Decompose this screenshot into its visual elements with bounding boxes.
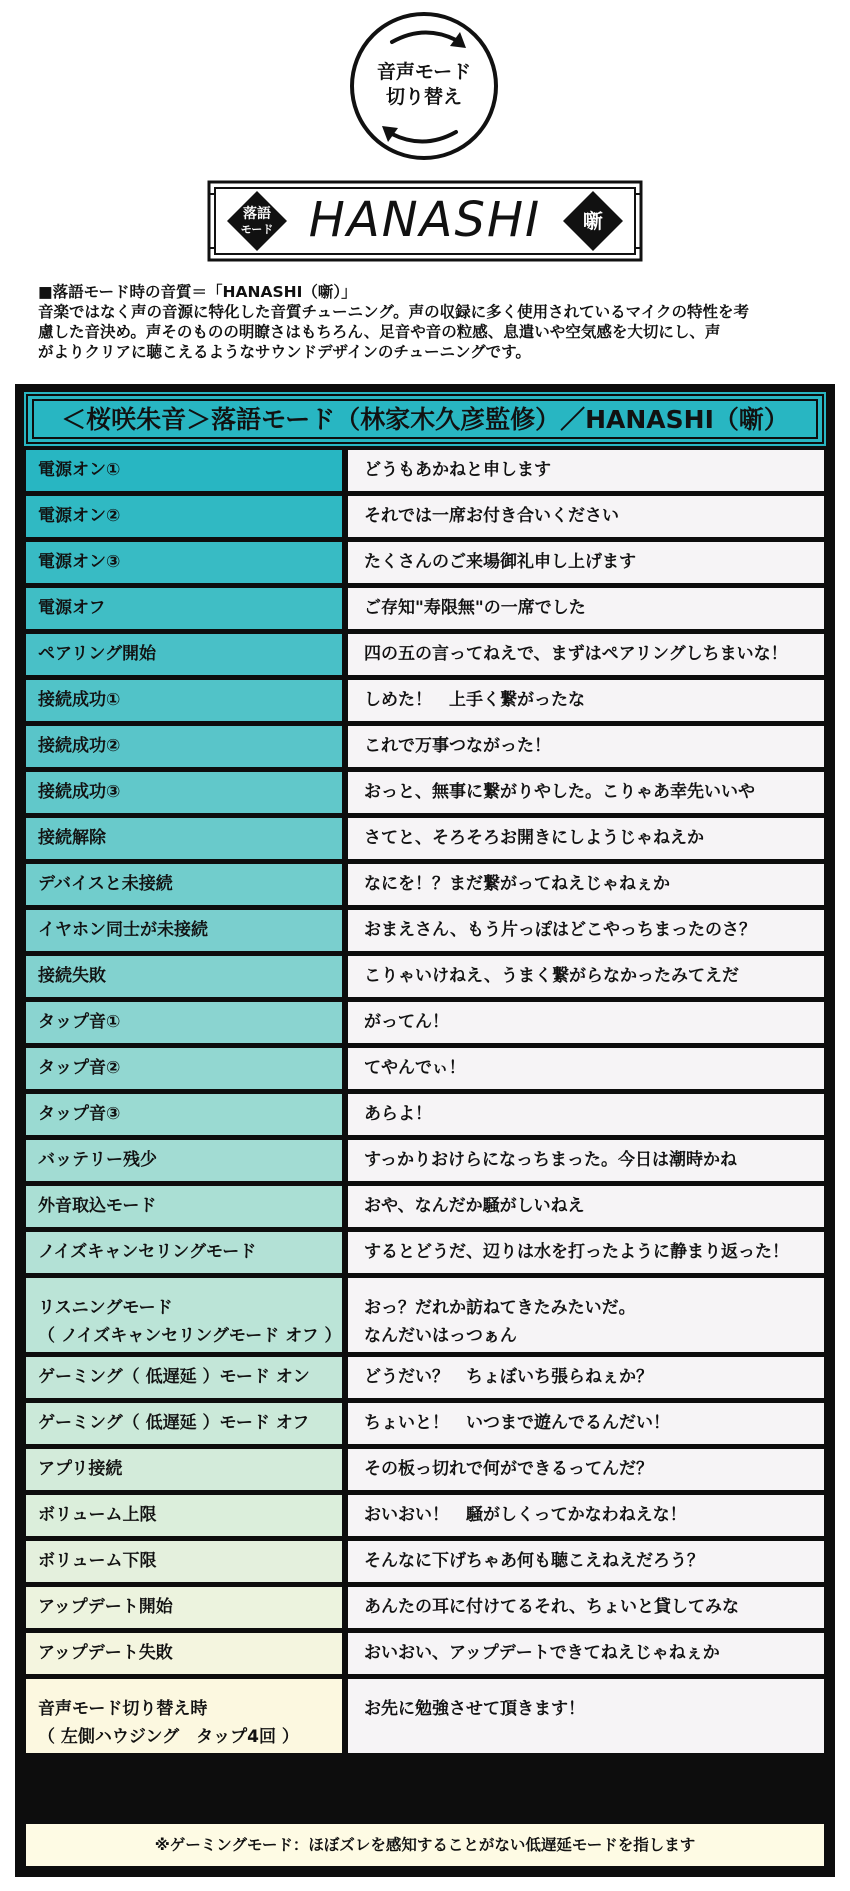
rakugo-badge-line1: 落語 [243, 206, 271, 222]
event-label: イヤホン同士が未接続 [38, 920, 208, 940]
event-label: タップ音① [38, 1012, 121, 1032]
event-label: アプリ接続 [38, 1459, 123, 1479]
table-row [26, 680, 824, 721]
voice-line-text: おいおい！ 騒がしくってかなわねえな！ [364, 1505, 687, 1525]
event-label: タップ音② [38, 1058, 121, 1078]
table-row [26, 1679, 824, 1753]
voice-line-text: なんだいはっつぁん [364, 1326, 517, 1346]
rakugo-mode-badge [227, 191, 287, 251]
event-label-cell [26, 772, 342, 813]
event-label: アップデート失敗 [38, 1643, 173, 1663]
voice-line-text: お先に勉強させて頂きます！ [364, 1699, 585, 1719]
voice-line-text: おっ？だれか訪ねてきたみたいだ。 [364, 1298, 636, 1318]
event-label: 電源オン① [38, 460, 121, 480]
voice-line-text: これで万事つながった！ [364, 736, 551, 756]
table-row [26, 1278, 824, 1352]
event-label-cell [26, 1495, 342, 1536]
description-line: がよりクリアに聴こえるようなサウンドデザインのチューニングです。 [38, 343, 531, 361]
event-label: ゲーミング（ 低遅延 ）モード オフ [38, 1413, 310, 1433]
event-label: 外音取込モード [38, 1196, 157, 1216]
event-label: デバイスと未接続 [38, 874, 173, 894]
voice-line-cell [348, 1633, 824, 1674]
voice-line-text: なにを！？まだ繋がってねえじゃねぇか [364, 874, 670, 894]
table-row [26, 1357, 824, 1398]
event-label-cell [26, 1679, 342, 1753]
event-label: 音声モード切り替え時 [38, 1699, 208, 1719]
event-label-cell [26, 910, 342, 951]
table-row [26, 1002, 824, 1043]
voice-line-text: おや、なんだか騒がしいねえ [364, 1196, 585, 1216]
hanashi-badge-text: 噺 [583, 209, 603, 233]
table-row [26, 634, 824, 675]
voice-line-cell [348, 1094, 824, 1135]
event-label-cell [26, 1587, 342, 1628]
voice-line-text: ご存知"寿限無"の一席でした [364, 598, 586, 618]
voice-line-text: ちょいと！ いつまで遊んでるんだい！ [364, 1413, 670, 1433]
table-row [26, 1495, 824, 1536]
event-label-cell [26, 1449, 342, 1490]
voice-line-text: どうもあかねと申します [364, 460, 551, 480]
table-row [26, 1403, 824, 1444]
banner-title: HANASHI [308, 192, 542, 248]
table-row [26, 864, 824, 905]
event-label-cell [26, 542, 342, 583]
event-label-cell [26, 956, 342, 997]
voice-line-text: その板っ切れで何ができるってんだ？ [364, 1459, 653, 1479]
voice-line-cell [348, 1587, 824, 1628]
event-label-cell [26, 726, 342, 767]
table-row [26, 450, 824, 491]
voice-line-cell [348, 1140, 824, 1181]
voice-line-text: それでは一席お付き合いください [364, 506, 619, 526]
event-label-cell [26, 1403, 342, 1444]
event-label-cell [26, 1002, 342, 1043]
event-label-cell [26, 1186, 342, 1227]
table-row [26, 1633, 824, 1674]
event-label: 電源オン③ [38, 552, 121, 572]
sound-quality-description [38, 282, 818, 362]
table-row [26, 772, 824, 813]
table-row [26, 818, 824, 859]
event-label-cell [26, 588, 342, 629]
event-label-cell [26, 496, 342, 537]
event-label: 接続成功② [38, 736, 121, 756]
hanashi-badge [563, 191, 623, 251]
voice-line-cell [348, 588, 824, 629]
event-label-cell [26, 1048, 342, 1089]
event-label-cell [26, 864, 342, 905]
voice-line-cell [348, 496, 824, 537]
table-row [26, 542, 824, 583]
event-label: 接続解除 [38, 828, 106, 848]
event-label: 電源オフ [38, 598, 106, 618]
table-row [26, 1449, 824, 1490]
table-row [26, 1232, 824, 1273]
voice-line-cell [348, 1048, 824, 1089]
voice-line-cell [348, 1232, 824, 1273]
event-label-cell [26, 1140, 342, 1181]
mode-switch-label [354, 60, 494, 110]
voice-line-cell [348, 772, 824, 813]
table-header-title: ＜桜咲朱音＞落語モード（林家木久彦監修）／HANASHI（噺） [32, 399, 818, 439]
voice-line-cell [348, 864, 824, 905]
voice-line-text: あらよ！ [364, 1104, 432, 1124]
table-row [26, 1186, 824, 1227]
table-row [26, 726, 824, 767]
table-row [26, 1094, 824, 1135]
voice-line-cell [348, 1541, 824, 1582]
voice-line-cell [348, 1002, 824, 1043]
voice-line-cell [348, 910, 824, 951]
voice-line-text: おまえさん、もう片っぽはどこやっちまったのさ？ [364, 920, 757, 940]
mode-switch-line2: 切り替え [385, 86, 462, 108]
event-label: （ 左側ハウジング タップ4回 ） [38, 1727, 299, 1747]
table-row [26, 1587, 824, 1628]
voice-line-cell [348, 1278, 824, 1352]
event-label: ボリューム上限 [38, 1505, 157, 1525]
voice-line-cell [348, 1186, 824, 1227]
table-row [26, 1541, 824, 1582]
voice-line-cell [348, 726, 824, 767]
voice-line-text: さてと、そろそろお開きにしようじゃねえか [364, 828, 704, 848]
voice-lines-table [15, 384, 835, 1877]
event-label: ボリューム下限 [38, 1551, 157, 1571]
description-heading: ■落語モード時の音質＝「HANASHI（噺）」 [38, 283, 357, 301]
event-label-cell [26, 1357, 342, 1398]
event-label: 電源オン② [38, 506, 121, 526]
event-label-cell [26, 1541, 342, 1582]
event-label: リスニングモード [38, 1298, 173, 1318]
table-row [26, 496, 824, 537]
voice-line-cell [348, 818, 824, 859]
voice-line-text: おっと、無事に繋がりやした。こりゃあ幸先いいや [364, 782, 755, 802]
voice-line-text: がってん！ [364, 1012, 449, 1032]
event-label-cell [26, 634, 342, 675]
rakugo-badge-line2: モード [240, 223, 274, 236]
mode-switch-emblem [350, 12, 498, 160]
voice-line-text: どうだい？ ちょぼいち張らねぇか？ [364, 1367, 653, 1387]
mode-switch-line1: 音声モード [376, 61, 472, 83]
mode-banner [207, 180, 643, 262]
voice-line-text: そんなに下げちゃあ何も聴こえねえだろう？ [364, 1551, 704, 1571]
event-label-cell [26, 680, 342, 721]
voice-line-text: てやんでぃ！ [364, 1058, 466, 1078]
event-label: ペアリング開始 [38, 644, 156, 664]
table-row [26, 1140, 824, 1181]
description-line: 音楽ではなく声の音源に特化した音質チューニング。声の収録に多く使用されているマイクの特性を考 [38, 303, 749, 321]
event-label-cell [26, 1094, 342, 1135]
voice-line-text: おいおい、アップデートできてねえじゃねぇか [364, 1643, 720, 1663]
voice-line-text: あんたの耳に付けてるそれ、ちょいと貸してみな [364, 1597, 740, 1617]
event-label-cell [26, 1232, 342, 1273]
voice-line-cell [348, 450, 824, 491]
event-label: ノイズキャンセリングモード [38, 1242, 257, 1262]
event-label-cell [26, 1633, 342, 1674]
event-label: アップデート開始 [38, 1597, 173, 1617]
voice-line-cell [348, 956, 824, 997]
event-label: タップ音③ [38, 1104, 121, 1124]
event-label: バッテリー残少 [38, 1150, 157, 1170]
voice-line-cell [348, 542, 824, 583]
event-label-cell [26, 450, 342, 491]
event-label: ゲーミング（ 低遅延 ）モード オン [38, 1367, 310, 1387]
voice-line-text: 四の五の言ってねえで、まずはペアリングしちまいな！ [364, 644, 788, 664]
table-row [26, 1048, 824, 1089]
footer-note: ※ゲーミングモード：ほぼズレを感知することがない低遅延モードを指します [26, 1824, 824, 1866]
description-line: 慮した音決め。声そのものの明瞭さはもちろん、足音や音の粒感、息遣いや空気感を大切にし、声 [38, 323, 721, 341]
table-header [26, 394, 824, 444]
voice-line-text: すっかりおけらになっちまった。今日は潮時かね [364, 1150, 737, 1170]
voice-line-cell [348, 1357, 824, 1398]
voice-line-text: するとどうだ、辺りは水を打ったように静まり返った！ [364, 1242, 789, 1262]
voice-line-cell [348, 1495, 824, 1536]
table-row [26, 956, 824, 997]
voice-line-cell [348, 1403, 824, 1444]
voice-line-cell [348, 1679, 824, 1753]
voice-line-text: たくさんのご来場御礼申し上げます [364, 552, 636, 572]
voice-line-text: しめた！ 上手く繋がったな [364, 690, 585, 710]
event-label: 接続失敗 [38, 966, 106, 986]
event-label: 接続成功③ [38, 782, 121, 802]
voice-line-text: こりゃいけねえ、うまく繋がらなかったみてえだ [364, 966, 740, 986]
table-row [26, 910, 824, 951]
event-label: 接続成功① [38, 690, 121, 710]
event-label-cell [26, 818, 342, 859]
event-label: （ ノイズキャンセリングモード オフ ） [38, 1326, 342, 1346]
event-label-cell [26, 1278, 342, 1352]
voice-line-cell [348, 680, 824, 721]
voice-line-cell [348, 634, 824, 675]
table-row [26, 588, 824, 629]
voice-line-cell [348, 1449, 824, 1490]
